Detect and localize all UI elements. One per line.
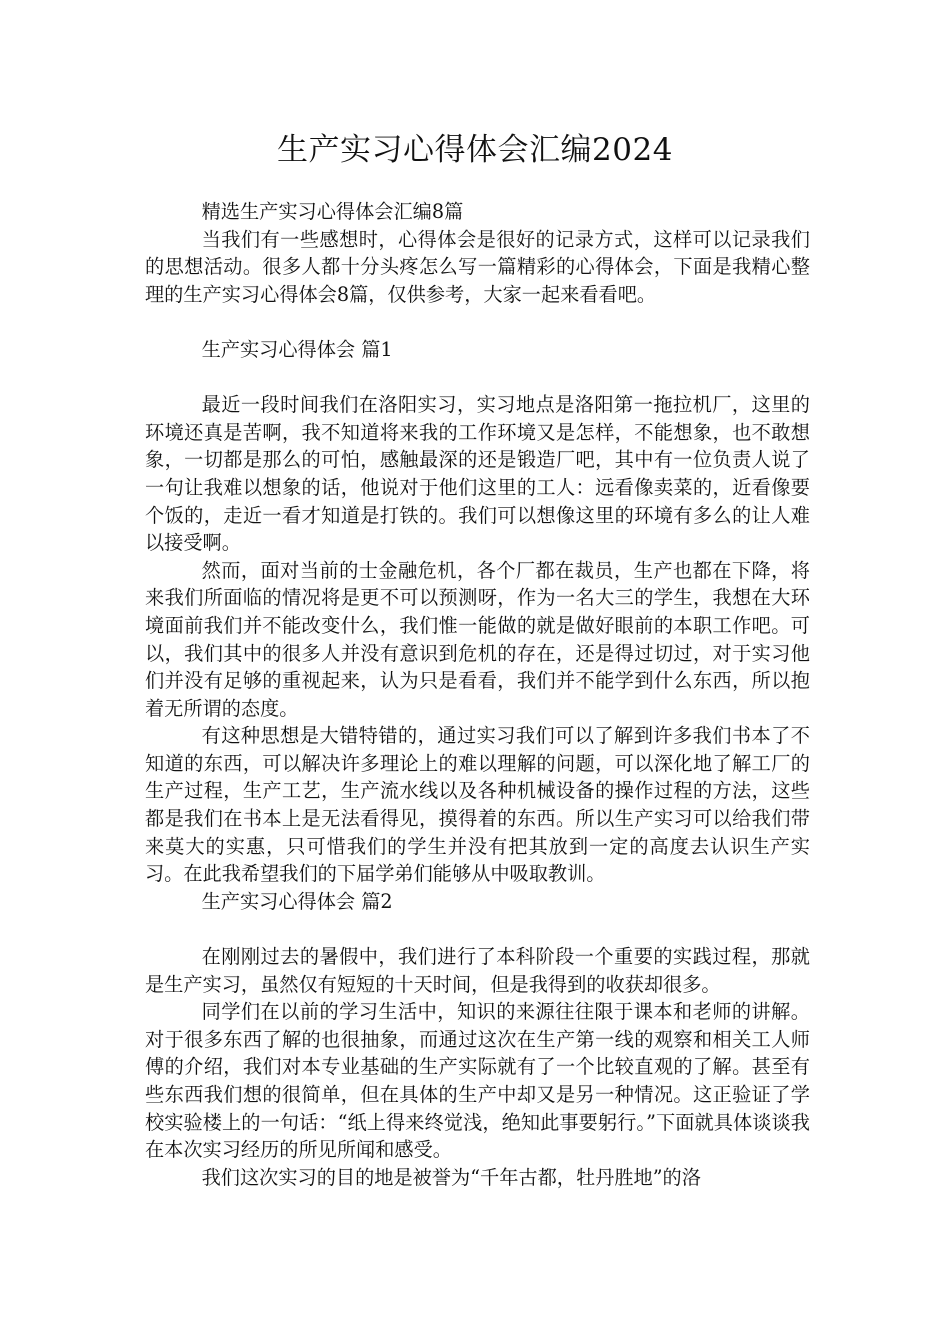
spacer [145, 308, 810, 336]
intro-paragraph: 当我们有一些感想时，心得体会是很好的记录方式，这样可以记录我们的思想活动。很多人都十分头疼怎么写一篇精彩的心得体会，下面是我精心整理的生产实习心得体会8篇，仅供参考，大家一起来看看吧。 [145, 227, 810, 306]
section-heading-2: 生产实习心得体会 篇2 [201, 889, 393, 913]
section-2-paragraph-1: 在刚刚过去的暑假中，我们进行了本科阶段一个重要的实践过程，那就是生产实习，虽然仅有短短的十天时间，但是我得到的收获却很多。 [145, 945, 810, 996]
section-1-paragraph-3: 有这种思想是大错特错的，通过实习我们可以了解到许多我们书本了不知道的东西，可以解决许多理论上的难以理解的问题，可以深化地了解工厂的生产过程，生产工艺，生产流水线以及各种机械设备的操作过程的方法，这些都是我们在书本上是无法看得见，摸得着的东西。所以生产实习可以给我们带来莫大的实惠，只可惜我们的学生并没有把其放到一定的高度去认识生产实习。在此我希望我们的下届学弟们能够从中吸取教训。 [145, 724, 810, 886]
document-body [145, 198, 810, 1191]
spacer [145, 364, 810, 392]
section-1-paragraph-1: 最近一段时间我们在洛阳实习，实习地点是洛阳第一拖拉机厂，这里的环境还真是苦啊，我不知道将来我的工作环境又是怎样，不能想象，也不敢想象，一切都是那么的可怕，感触最深的还是锻造厂吧，其中有一位负责人说了一句让我难以想象的话，他说对于他们这里的工人：远看像卖菜的，近看像要个饭的，走近一看才知道是打铁的。我们可以想像这里的环境有多么的让人难以接受啊。 [145, 393, 810, 555]
section-2-paragraph-3: 我们这次实习的目的地是被誉为“千年古都，牡丹胜地”的洛 [201, 1165, 701, 1189]
spacer [145, 915, 810, 943]
document-title: 生产实习心得体会汇编2024 [277, 132, 673, 168]
section-heading-1: 生产实习心得体会 篇1 [201, 337, 393, 361]
document-subtitle: 精选生产实习心得体会汇编8篇 [201, 200, 464, 223]
section-2-paragraph-2: 同学们在以前的学习生活中，知识的来源往往限于课本和老师的讲解。对于很多东西了解的也很抽象，而通过这次在生产第一线的观察和相关工人师傅的介绍，我们对本专业基础的生产实际就有了一个比较直观的了解。甚至有些东西我们想的很简单，但在具体的生产中却又是另一种情况。这正验证了学校实验楼上的一句话：“纸上得来终觉浅，绝知此事要躬行。”下面就具体谈谈我在本次实习经历的所见所闻和感受。 [145, 1000, 810, 1162]
section-1-paragraph-2: 然而，面对当前的士金融危机，各个厂都在裁员，生产也都在下降，将来我们所面临的情况将是更不可以预测呀，作为一名大三的学生，我想在大环境面前我们并不能改变什么，我们惟一能做的就是做好眼前的本职工作吧。可以，我们其中的很多人并没有意识到危机的存在，还是得过切过，对于实习他们并没有足够的重视起来，认为只是看看，我们并不能学到什么东西，所以抱着无所谓的态度。 [145, 558, 810, 720]
